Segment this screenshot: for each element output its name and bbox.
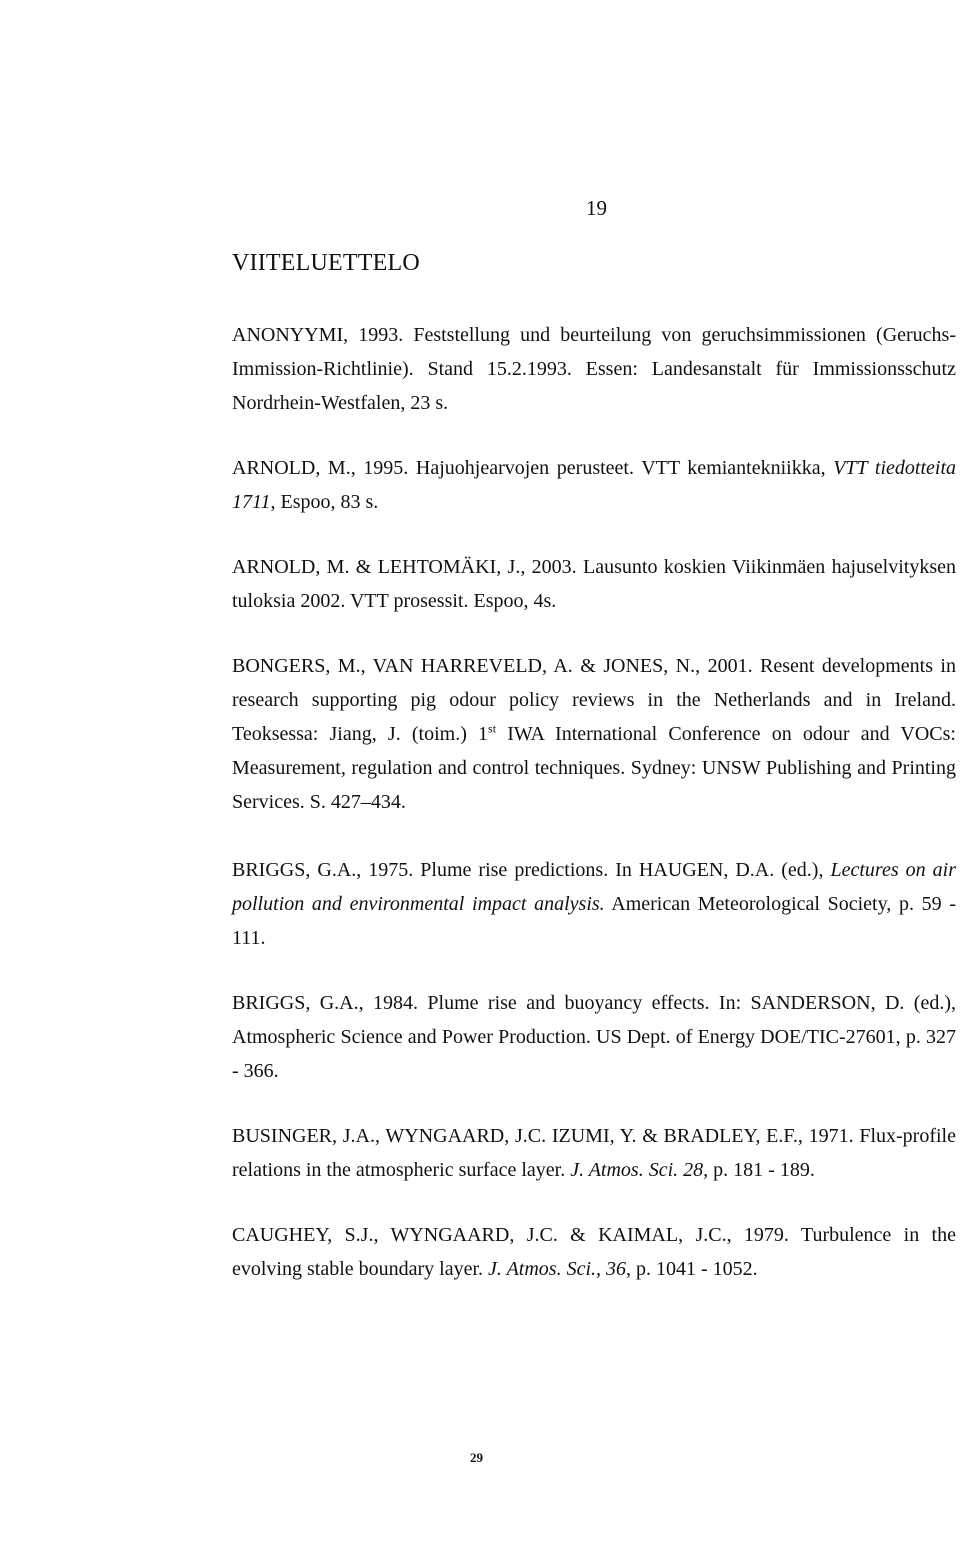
reference-arnold-lehtomaki-2003: [232, 550, 956, 618]
page-title: VIITELUETTELO: [232, 250, 420, 276]
reference-text: BRIGGS, G.A., 1984. Plume rise and buoyancy effects. In: SANDERSON, D. (ed.), Atmospheric Science and Power Production. US Dept. of Energy DOE/TIC-27601, p. 327 - 366.: [232, 992, 956, 1082]
reference-italic-text: J. Atmos. Sci., 36,: [488, 1258, 631, 1280]
page-number: 19: [586, 196, 607, 220]
reference-text: ARNOLD, M., 1995. Hajuohjearvojen perusteet. VTT kemiantekniikka,: [232, 457, 834, 479]
reference-text-end: , Espoo, 83 s.: [270, 491, 379, 513]
reference-italic-text: VTT tiedotteita 1711: [232, 457, 956, 513]
reference-italic-text: Lectures on air pollution and environmental impact analysis.: [232, 859, 956, 915]
reference-text-end: American Meteorological Society, p. 59 - 111.: [232, 893, 956, 949]
reference-caughey-1979: [232, 1218, 956, 1286]
reference-italic-text: J. Atmos. Sci. 28,: [570, 1159, 709, 1181]
reference-text-end: p. 1041 - 1052.: [631, 1258, 758, 1280]
reference-superscript: st: [488, 721, 497, 736]
reference-list: [232, 318, 956, 1286]
reference-anonyymi-1993: [232, 318, 956, 420]
reference-text-end: IWA International Conference on odour and VOCs: Measurement, regulation and control techniques. Sydney: UNSW Publishing and Printing Services. S. 427–434.: [232, 723, 956, 813]
reference-text: ARNOLD, M. & LEHTOMÄKI, J., 2003. Lausunto koskien Viikinmäen hajuselvityksen tuloksia 2002. VTT prosessit. Espoo, 4s.: [232, 556, 956, 612]
reference-text: BUSINGER, J.A., WYNGAARD, J.C. IZUMI, Y. & BRADLEY, E.F., 1971. Flux-profile relations in the atmospheric surface layer.: [232, 1125, 956, 1181]
reference-bongers-2001: [232, 649, 956, 819]
reference-briggs-1975: [232, 853, 956, 955]
reference-text: BRIGGS, G.A., 1975. Plume rise predictions. In HAUGEN, D.A. (ed.),: [232, 859, 831, 881]
reference-text: ANONYYMI, 1993. Feststellung und beurteilung von geruchsimmissionen (Geruchs-Immission-Richtlinie). Stand 15.2.1993. Essen: Landesanstalt für Immissionsschutz Nordrhein-Westfalen, 23 s.: [232, 324, 956, 414]
reference-briggs-1984: [232, 986, 956, 1088]
reference-text: BONGERS, M., VAN HARREVELD, A. & JONES, N., 2001. Resent developments in research supporting pig odour policy reviews in the Netherlands and in Ireland. Teoksessa: Jiang, J. (toim.) 1: [232, 655, 956, 745]
reference-text: CAUGHEY, S.J., WYNGAARD, J.C. & KAIMAL, J.C., 1979. Turbulence in the evolving stable boundary layer.: [232, 1224, 956, 1280]
footer-page-number: 29: [470, 1450, 483, 1465]
reference-text-end: p. 181 - 189.: [708, 1159, 815, 1181]
reference-businger-1971: [232, 1119, 956, 1187]
reference-arnold-1995: [232, 451, 956, 519]
